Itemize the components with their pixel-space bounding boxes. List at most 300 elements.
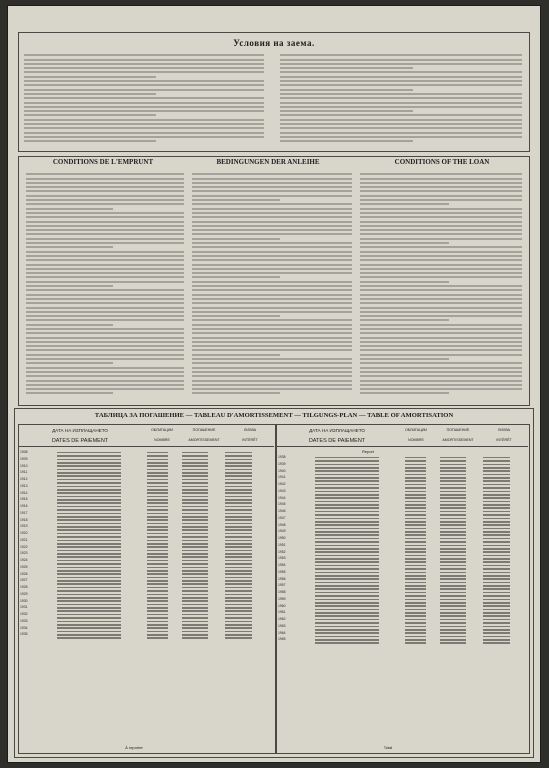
fine-print-line [280, 132, 522, 134]
table-row [20, 637, 272, 639]
year-cell: 1940 [278, 468, 286, 473]
fine-print-line [280, 71, 522, 73]
fine-print-line [26, 319, 184, 321]
right-interest-header-fr: INTÉRÊT [496, 438, 512, 442]
fine-print-line [192, 178, 352, 180]
fine-print-line [26, 221, 184, 223]
fine-print-line [192, 208, 352, 210]
fine-print-line [24, 132, 264, 134]
fine-print-line [360, 324, 522, 326]
fine-print-line [192, 203, 352, 205]
fine-print-line [26, 272, 184, 274]
fine-print-line [360, 294, 522, 296]
right-report-label: Report [361, 449, 374, 454]
fine-print-line [360, 212, 522, 214]
fine-print-line [360, 190, 522, 192]
fine-print-line [26, 367, 184, 369]
left-count-header: ОБЛИГАЦИИ [150, 428, 174, 432]
fine-print-line [280, 106, 522, 108]
year-cell: 1955 [278, 569, 286, 574]
year-cell: 1925 [20, 564, 28, 569]
fine-print-line [26, 251, 184, 253]
fine-print-line [26, 358, 184, 360]
fine-print-line [360, 233, 522, 235]
fine-print-line [24, 110, 264, 112]
year-cell: 1944 [278, 495, 286, 500]
conditions-en-title: CONDITIONS OF THE LOAN [394, 158, 490, 166]
fine-print-line [360, 345, 522, 347]
fine-print-cell [432, 642, 474, 644]
fine-print-line [26, 380, 184, 382]
fine-print-line [192, 212, 352, 214]
fine-print-line [26, 349, 184, 351]
fine-print-line [192, 392, 280, 394]
year-cell: 1943 [278, 488, 286, 493]
year-cell: 1912 [20, 477, 28, 481]
fine-print-line [280, 76, 522, 78]
fine-print-line [360, 367, 522, 369]
year-cell: 1920 [20, 531, 28, 535]
fine-print-line [26, 255, 184, 257]
fine-print-line [360, 246, 522, 248]
fine-print-line [360, 186, 522, 188]
right-total-label: Total [383, 745, 393, 750]
year-cell: 1954 [278, 563, 286, 567]
fine-print-line [26, 281, 184, 283]
fine-print-line [26, 182, 184, 184]
fine-print-line [280, 97, 522, 99]
fine-print-line [192, 388, 352, 390]
fine-print-line [360, 221, 522, 223]
fine-print-line [24, 106, 264, 108]
fine-print-cell [174, 637, 216, 639]
fine-print-line [192, 238, 280, 240]
fine-print-line [360, 272, 522, 274]
conditions-fr-text [26, 171, 184, 399]
fine-print-line [192, 367, 352, 369]
fine-print-line [280, 89, 413, 91]
year-cell: 1910 [20, 463, 28, 468]
fine-print-line [192, 298, 352, 300]
fine-print-line [192, 380, 352, 382]
year-cell: 1938 [278, 455, 286, 459]
fine-print-line [192, 182, 352, 184]
fine-print-line [192, 294, 352, 296]
year-cell: 1946 [278, 509, 286, 513]
fine-print-line [192, 354, 280, 356]
fine-print-line [26, 298, 184, 300]
top-text-right-lines [280, 52, 522, 145]
fine-print-line [360, 276, 522, 278]
fine-print-line [26, 384, 184, 386]
fine-print-line [280, 140, 413, 142]
year-cell: 1962 [278, 617, 286, 621]
year-cell: 1913 [20, 483, 28, 488]
year-cell: 1914 [20, 490, 28, 495]
top-text-left [24, 52, 264, 146]
top-text-left-lines [24, 52, 264, 145]
year-cell: 1949 [278, 529, 286, 534]
conditions-de-text [192, 171, 352, 399]
fine-print-line [26, 242, 184, 244]
fine-print-line [24, 97, 264, 99]
right-date-header: ДАТА НА ИЗПЛАЩАНЕТО [309, 428, 365, 433]
fine-print-line [360, 358, 449, 360]
year-cell: 1918 [20, 517, 28, 522]
year-cell: 1921 [20, 537, 28, 542]
year-cell: 1961 [278, 610, 286, 615]
fine-print-line [192, 264, 352, 266]
fine-print-cell [294, 642, 398, 644]
table-row [278, 642, 526, 644]
year-cell: 1915 [20, 497, 28, 502]
year-cell: 1956 [278, 576, 286, 581]
fine-print-line [360, 238, 522, 240]
fine-print-line [24, 136, 264, 138]
year-cell: 1911 [20, 470, 28, 475]
fine-print-line [192, 229, 352, 231]
fine-print-line [360, 302, 522, 304]
fine-print-line [280, 123, 522, 125]
fine-print-line [192, 272, 352, 274]
left-table-body [20, 450, 272, 742]
fine-print-line [26, 302, 184, 304]
fine-print-line [360, 203, 449, 205]
year-cell: 1964 [278, 630, 286, 635]
year-cell: 1941 [278, 475, 286, 480]
year-cell: 1931 [20, 605, 28, 610]
fine-print-line [192, 371, 352, 373]
year-cell: 1935 [20, 632, 28, 637]
left-date-header-fr: DATES DE PAIEMENT [51, 438, 109, 444]
fine-print-line [192, 311, 352, 313]
year-cell: 1963 [278, 623, 286, 628]
fine-print-line [360, 319, 449, 321]
fine-print-line [24, 54, 264, 56]
fine-print-line [26, 195, 184, 197]
fine-print-line [24, 59, 264, 61]
fine-print-line [280, 102, 522, 104]
fine-print-line [360, 349, 522, 351]
left-header-rule [18, 446, 274, 447]
fine-print-line [280, 59, 522, 61]
right-date-header-fr: DATES DE PAIEMENT [308, 438, 366, 444]
fine-print-line [360, 268, 522, 270]
fine-print-line [192, 315, 280, 317]
conditions-fr-lines [26, 171, 184, 397]
fine-print-line [26, 216, 184, 218]
fine-print-line [26, 311, 184, 313]
fine-print-line [26, 289, 184, 291]
fine-print-line [280, 63, 522, 65]
fine-print-line [360, 392, 449, 394]
fine-print-line [26, 307, 184, 309]
fine-print-line [192, 281, 352, 283]
fine-print-cell [398, 642, 432, 644]
year-cell: 1919 [20, 524, 28, 529]
fine-print-line [26, 259, 184, 261]
year-cell: 1945 [278, 502, 286, 507]
top-title: Условия на заема. [233, 38, 315, 48]
right-table-body [278, 455, 526, 742]
fine-print-line [26, 212, 184, 214]
fine-print-line [192, 225, 352, 227]
fine-print-line [26, 392, 113, 394]
fine-print-line [360, 281, 449, 283]
fine-print-line [24, 67, 264, 69]
fine-print-line [26, 238, 184, 240]
fine-print-line [192, 349, 352, 351]
left-count-header-fr: NOMBRE [154, 438, 170, 442]
left-table-rows [20, 450, 272, 639]
fine-print-line [280, 127, 522, 129]
fine-print-line [360, 178, 522, 180]
year-cell: 1939 [278, 461, 286, 466]
fine-print-line [24, 76, 156, 78]
year-cell: 1930 [20, 598, 28, 603]
fine-print-line [24, 89, 264, 91]
fine-print-line [192, 251, 352, 253]
year-cell: 1958 [278, 590, 286, 594]
fine-print-line [192, 233, 352, 235]
year-cell: 1957 [278, 583, 286, 588]
year-cell: 1929 [20, 591, 28, 596]
fine-print-line [26, 225, 184, 227]
fine-print-line [192, 319, 352, 321]
left-total-label: À reporter [125, 745, 143, 750]
fine-print-line [360, 332, 522, 334]
fine-print-line [360, 371, 522, 373]
fine-print-line [360, 229, 522, 231]
fine-print-line [24, 127, 264, 129]
fine-print-line [192, 362, 352, 364]
fine-print-line [192, 307, 352, 309]
fine-print-line [360, 216, 522, 218]
year-cell: 1951 [278, 542, 286, 547]
year-cell: 1950 [278, 536, 286, 540]
fine-print-line [192, 302, 352, 304]
fine-print-line [26, 208, 113, 210]
fine-print-line [360, 337, 522, 339]
year-cell: 1965 [278, 637, 286, 642]
fine-print-line [280, 119, 522, 121]
fine-print-line [360, 255, 522, 257]
fine-print-line [192, 384, 352, 386]
fine-print-line [24, 93, 156, 95]
fine-print-line [360, 388, 522, 390]
right-amort-header-fr: AMORTISSEMENT [442, 438, 474, 442]
fine-print-line [192, 358, 352, 360]
year-cell: 1959 [278, 596, 286, 601]
fine-print-line [360, 307, 522, 309]
year-cell: 1908 [20, 450, 28, 454]
fine-print-line [26, 337, 184, 339]
year-cell: 1927 [20, 578, 28, 583]
fine-print-line [192, 375, 352, 377]
fine-print-line [26, 375, 184, 377]
fine-print-line [360, 285, 522, 287]
fine-print-line [280, 136, 522, 138]
fine-print-line [360, 195, 522, 197]
fine-print-line [192, 328, 352, 330]
year-cell: 1922 [20, 544, 28, 549]
year-cell: 1926 [20, 571, 28, 576]
fine-print-line [360, 341, 522, 343]
fine-print-line [24, 119, 264, 121]
fine-print-line [360, 354, 522, 356]
fine-print-line [280, 54, 522, 56]
fine-print-cell [216, 637, 260, 639]
top-text-right [280, 52, 522, 146]
fine-print-cell [140, 637, 174, 639]
fine-print-line [360, 362, 522, 364]
year-cell: 1952 [278, 549, 286, 554]
fine-print-line [192, 332, 352, 334]
fine-print-cell [474, 642, 518, 644]
fine-print-line [26, 371, 184, 373]
right-header-rule [276, 446, 528, 447]
fine-print-line [24, 102, 264, 104]
fine-print-line [280, 84, 522, 86]
conditions-de-title: BEDINGUNGEN DER ANLEIHE [216, 158, 320, 166]
fine-print-line [26, 178, 184, 180]
left-amort-header-fr: AMORTISSEMENT [188, 438, 220, 442]
left-amort-header: ПОГАШЕНИЕ [192, 428, 216, 432]
fine-print-line [26, 341, 184, 343]
fine-print-line [360, 199, 522, 201]
fine-print-line [360, 315, 522, 317]
fine-print-cell [36, 637, 140, 639]
fine-print-line [192, 195, 352, 197]
fine-print-line [360, 182, 522, 184]
left-interest-header-fr: INTÉRÊT [242, 438, 258, 442]
year-cell: 1909 [20, 456, 28, 461]
fine-print-line [24, 123, 264, 125]
fine-print-line [26, 354, 184, 356]
fine-print-line [26, 324, 113, 326]
fine-print-line [26, 203, 184, 205]
fine-print-line [192, 190, 352, 192]
year-cell: 1947 [278, 515, 286, 520]
fine-print-line [26, 294, 184, 296]
fine-print-line [26, 246, 113, 248]
fine-print-line [26, 388, 184, 390]
fine-print-line [360, 328, 522, 330]
fine-print-line [360, 298, 522, 300]
year-cell: 1917 [20, 510, 28, 515]
year-cell: 1960 [278, 603, 286, 608]
year-cell: 1934 [20, 625, 28, 630]
fine-print-line [192, 216, 352, 218]
fine-print-line [26, 186, 184, 188]
fine-print-line [26, 229, 184, 231]
right-interest-header: ЛИХВА [497, 428, 510, 432]
fine-print-line [24, 84, 264, 86]
fine-print-line [360, 251, 522, 253]
fine-print-line [360, 380, 522, 382]
fine-print-line [26, 173, 184, 175]
left-interest-header: ЛИХВА [243, 428, 256, 432]
right-amort-header: ПОГАШЕНИЕ [446, 428, 470, 432]
year-cell: 1948 [278, 522, 286, 527]
fine-print-line [26, 268, 184, 270]
fine-print-line [192, 341, 352, 343]
fine-print-line [26, 276, 184, 278]
fine-print-line [360, 384, 522, 386]
right-count-header: ОБЛИГАЦИИ [404, 428, 428, 432]
fine-print-line [192, 173, 352, 175]
fine-print-line [360, 375, 522, 377]
fine-print-line [360, 259, 522, 261]
fine-print-line [192, 221, 352, 223]
fine-print-line [192, 324, 352, 326]
year-cell: 1932 [20, 612, 28, 616]
fine-print-line [280, 110, 413, 112]
fine-print-line [192, 255, 352, 257]
fine-print-line [360, 173, 522, 175]
conditions-en-lines [360, 171, 522, 397]
fine-print-line [26, 332, 184, 334]
left-date-header: ДАТА НА ИЗПЛАЩАНЕТО [52, 428, 108, 433]
fine-print-line [24, 114, 156, 116]
fine-print-line [192, 246, 352, 248]
fine-print-line [26, 345, 184, 347]
fine-print-line [360, 289, 522, 291]
right-count-header-fr: NOMBRE [408, 438, 424, 442]
fine-print-line [280, 114, 522, 116]
fine-print-line [360, 242, 449, 244]
conditions-fr-title: CONDITIONS DE L'EMPRUNT [52, 158, 154, 166]
fine-print-line [280, 80, 522, 82]
fine-print-line [360, 208, 522, 210]
year-cell: 1933 [20, 618, 28, 623]
conditions-en-text [360, 171, 522, 399]
year-cell: 1953 [278, 556, 286, 561]
fine-print-line [24, 71, 264, 73]
fine-print-line [360, 225, 522, 227]
fine-print-line [26, 190, 184, 192]
fine-print-line [280, 67, 413, 69]
fine-print-line [360, 311, 522, 313]
year-cell: 1924 [20, 558, 28, 562]
conditions-de-lines [192, 171, 352, 397]
fine-print-line [26, 285, 113, 287]
fine-print-line [24, 80, 264, 82]
fine-print-line [26, 362, 113, 364]
fine-print-line [192, 242, 352, 244]
fine-print-line [360, 264, 522, 266]
fine-print-line [192, 186, 352, 188]
fine-print-line [26, 233, 184, 235]
fine-print-line [192, 199, 280, 201]
fine-print-line [192, 289, 352, 291]
right-table-rows [278, 455, 526, 644]
fine-print-line [24, 140, 156, 142]
fine-print-line [192, 285, 352, 287]
fine-print-line [192, 268, 352, 270]
fine-print-line [24, 63, 264, 65]
fine-print-line [192, 337, 352, 339]
year-cell: 1928 [20, 585, 28, 589]
bond-sheet [8, 6, 540, 762]
fine-print-line [280, 93, 522, 95]
fine-print-line [192, 345, 352, 347]
fine-print-line [26, 199, 184, 201]
year-cell: 1942 [278, 482, 286, 486]
fine-print-line [192, 276, 280, 278]
amortisation-title: ТАБЛИЦА ЗА ПОГАШЕНИЕ — TABLEAU D'AMORTISSEMENT — TILGUNGS-PLAN — TABLE OF AMORTISATION [94, 412, 454, 419]
year-cell: 1923 [20, 551, 28, 556]
